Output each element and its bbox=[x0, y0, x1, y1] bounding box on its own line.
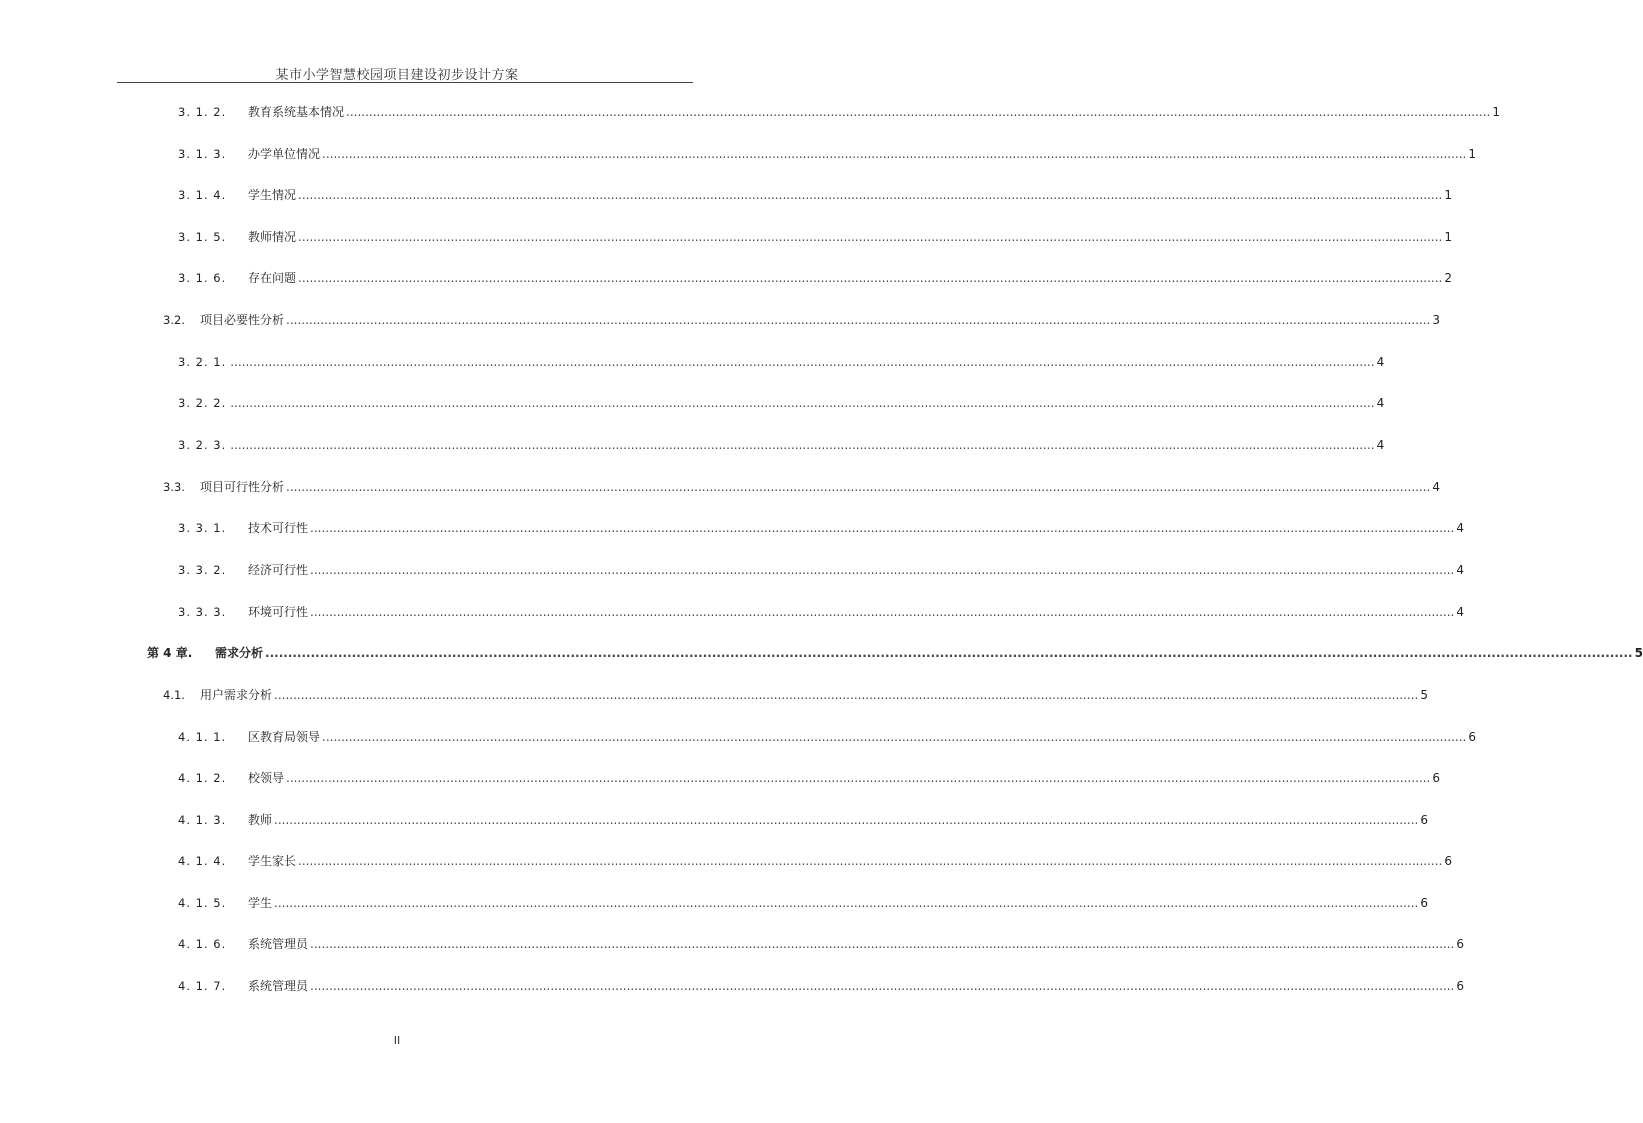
toc-entry-page: 4 bbox=[1456, 563, 1464, 577]
toc-entry-number: 4. 1. 7. bbox=[178, 979, 227, 993]
toc-entry-number: 3. 2. 3. bbox=[178, 438, 227, 452]
toc-entry-4-1-5[interactable] bbox=[178, 895, 1428, 911]
dot-leader: ............................................................................................................................................................................................................................................................................................................ bbox=[230, 438, 1375, 452]
dot-leader: ............................................................................................................................................................................................................................................................................................................ bbox=[310, 937, 1455, 951]
toc-entry-3-2-2[interactable] bbox=[178, 395, 1385, 411]
toc-entry-page: 6 bbox=[1420, 813, 1428, 827]
dot-leader: ............................................................................................................................................................................................................................................................................................................ bbox=[298, 854, 1443, 868]
toc-entry-number: 4. 1. 3. bbox=[178, 813, 227, 827]
toc-entry-title: 学生 bbox=[248, 896, 273, 910]
toc-entry-number: 3. 3. 3. bbox=[178, 605, 227, 619]
toc-entry-4-1-7[interactable] bbox=[178, 978, 1464, 994]
toc-entry-3-3-2[interactable] bbox=[178, 562, 1464, 578]
dot-leader: ............................................................................................................................................................................................................................................................................................................ bbox=[346, 105, 1491, 119]
toc-entry-page: 4 bbox=[1456, 521, 1464, 535]
dot-leader: ............................................................................................................................................................................................................................................................................................................ bbox=[298, 271, 1443, 285]
toc-entry-number: 3. 1. 2. bbox=[178, 105, 227, 119]
toc-entry-number: 3.3. bbox=[163, 480, 185, 494]
toc-entry-title: 系统管理员 bbox=[248, 979, 309, 993]
toc-entry-page: 1 bbox=[1444, 188, 1452, 202]
dot-leader: ............................................................................................................................................................................................................................................................................................................ bbox=[286, 480, 1431, 494]
toc-entry-page: 6 bbox=[1468, 730, 1476, 744]
toc-entry-number: 4. 1. 4. bbox=[178, 854, 227, 868]
toc-entry-page: 6 bbox=[1420, 896, 1428, 910]
dot-leader: ............................................................................................................................................................................................................................................................................................................ bbox=[286, 313, 1431, 327]
toc-entry-page: 1 bbox=[1444, 230, 1452, 244]
toc-entry-title: 用户需求分析 bbox=[200, 688, 273, 702]
toc-entry-4-1-6[interactable] bbox=[178, 936, 1464, 952]
toc-entry-title: 校领导 bbox=[248, 771, 285, 785]
toc-entry-3-1-6[interactable] bbox=[178, 270, 1452, 286]
toc-entry-3-3-1[interactable] bbox=[178, 520, 1464, 536]
dot-leader: ............................................................................................................................................................................................................................................................................................................ bbox=[310, 563, 1455, 577]
dot-leader: ............................................................................................................................................................................................................................................................................................................ bbox=[298, 230, 1443, 244]
toc-entry-chapter-4[interactable] bbox=[147, 645, 1643, 661]
toc-entry-page: 2 bbox=[1444, 271, 1452, 285]
toc-entry-number: 3. 3. 1. bbox=[178, 521, 227, 535]
toc-entry-title: 项目必要性分析 bbox=[200, 313, 285, 327]
dot-leader: ............................................................................................................................................................................................................................................................................................................ bbox=[230, 355, 1375, 369]
toc-entry-title: 系统管理员 bbox=[248, 937, 309, 951]
toc-entry-4-1-1[interactable] bbox=[178, 729, 1476, 745]
toc-entry-3-3-3[interactable] bbox=[178, 604, 1464, 620]
dot-leader: ............................................................................................................................................................................................................................................................................................................ bbox=[322, 147, 1467, 161]
toc-entry-title: 经济可行性 bbox=[248, 563, 309, 577]
toc-entry-4-1-3[interactable] bbox=[178, 812, 1428, 828]
toc-entry-3-1-4[interactable] bbox=[178, 187, 1452, 203]
toc-entry-title: 教师 bbox=[248, 813, 273, 827]
page-header-title: 某市小学智慧校园项目建设初步设计方案 bbox=[275, 68, 519, 83]
dot-leader: ............................................................................................................................................................................................................................................................................................................ bbox=[286, 771, 1431, 785]
toc-entry-number: 3. 3. 2. bbox=[178, 563, 227, 577]
toc-entry-3-2-1[interactable] bbox=[178, 354, 1385, 370]
dot-leader: ............................................................................................................................................................................................................................................................................................................ bbox=[274, 813, 1419, 827]
dot-leader: ............................................................................................................................................................................................................................................................................................................ bbox=[322, 730, 1467, 744]
toc-entry-page: 4 bbox=[1432, 480, 1440, 494]
toc-entry-page: 3 bbox=[1432, 313, 1440, 327]
dot-leader: ............................................................................................................................................................................................................................................................................................................ bbox=[230, 396, 1375, 410]
toc-entry-title: 区教育局领导 bbox=[248, 730, 321, 744]
toc-entry-number: 3. 1. 4. bbox=[178, 188, 227, 202]
toc-entry-page: 5 bbox=[1420, 688, 1428, 702]
toc-entry-number: 4.1. bbox=[163, 688, 185, 702]
dot-leader: ............................................................................................................................................................................................................................................................................................................ bbox=[274, 896, 1419, 910]
toc-entry-number: 第 4 章. bbox=[147, 646, 193, 660]
toc-entry-4-1-4[interactable] bbox=[178, 853, 1452, 869]
toc-entry-3-2-3[interactable] bbox=[178, 437, 1385, 453]
header-divider bbox=[117, 82, 693, 83]
dot-leader: ............................................................................................................................................................................................................................................................................................................ bbox=[274, 688, 1419, 702]
toc-entry-page: 6 bbox=[1456, 937, 1464, 951]
dot-leader: ............................................................................................................................................................................................................................................................................................................ bbox=[310, 979, 1455, 993]
page-number: II bbox=[393, 1034, 401, 1047]
toc-entry-title: 学生家长 bbox=[248, 854, 297, 868]
toc-entry-number: 4. 1. 1. bbox=[178, 730, 227, 744]
toc-entry-title: 学生情况 bbox=[248, 188, 297, 202]
toc-entry-page: 6 bbox=[1432, 771, 1440, 785]
toc-entry-number: 4. 1. 2. bbox=[178, 771, 227, 785]
toc-entry-title: 需求分析 bbox=[215, 646, 264, 660]
toc-entry-number: 4. 1. 5. bbox=[178, 896, 227, 910]
toc-entry-3-2[interactable] bbox=[163, 312, 1440, 328]
toc-entry-title: 项目可行性分析 bbox=[200, 480, 285, 494]
toc-entry-title: 环境可行性 bbox=[248, 605, 309, 619]
toc-entry-number: 3. 2. 2. bbox=[178, 396, 227, 410]
toc-entry-number: 3. 2. 1. bbox=[178, 355, 227, 369]
dot-leader: ............................................................................................................................................................................................................................................................................................................ bbox=[310, 521, 1455, 535]
dot-leader: ............................................................................................................................................................................................................................................................................................................ bbox=[265, 646, 1633, 660]
toc-entry-3-1-5[interactable] bbox=[178, 229, 1452, 245]
toc-entry-number: 3. 1. 3. bbox=[178, 147, 227, 161]
toc-entry-title: 教师情况 bbox=[248, 230, 297, 244]
toc-entry-number: 3. 1. 6. bbox=[178, 271, 227, 285]
dot-leader: ............................................................................................................................................................................................................................................................................................................ bbox=[310, 605, 1455, 619]
toc-entry-page: 6 bbox=[1456, 979, 1464, 993]
toc-entry-4-1[interactable] bbox=[163, 687, 1428, 703]
toc-entry-4-1-2[interactable] bbox=[178, 770, 1440, 786]
toc-entry-number: 4. 1. 6. bbox=[178, 937, 227, 951]
toc-entry-title: 技术可行性 bbox=[248, 521, 309, 535]
toc-entry-page: 6 bbox=[1444, 854, 1452, 868]
toc-entry-page: 4 bbox=[1376, 396, 1385, 410]
toc-entry-number: 3.2. bbox=[163, 313, 185, 327]
toc-entry-title: 办学单位情况 bbox=[248, 147, 321, 161]
toc-entry-3-1-2[interactable] bbox=[178, 104, 1500, 120]
toc-entry-page: 4 bbox=[1376, 438, 1385, 452]
toc-entry-title: 教育系统基本情况 bbox=[248, 105, 345, 119]
toc-entry-page: 1 bbox=[1492, 105, 1500, 119]
toc-entry-3-3[interactable] bbox=[163, 479, 1440, 495]
toc-entry-page: 4 bbox=[1376, 355, 1385, 369]
toc-entry-number: 3. 1. 5. bbox=[178, 230, 227, 244]
toc-entry-page: 4 bbox=[1456, 605, 1464, 619]
toc-entry-page: 1 bbox=[1468, 147, 1476, 161]
dot-leader: ............................................................................................................................................................................................................................................................................................................ bbox=[298, 188, 1443, 202]
toc-entry-page: 5 bbox=[1634, 646, 1643, 660]
toc-entry-3-1-3[interactable] bbox=[178, 146, 1476, 162]
toc-entry-title: 存在问题 bbox=[248, 271, 297, 285]
